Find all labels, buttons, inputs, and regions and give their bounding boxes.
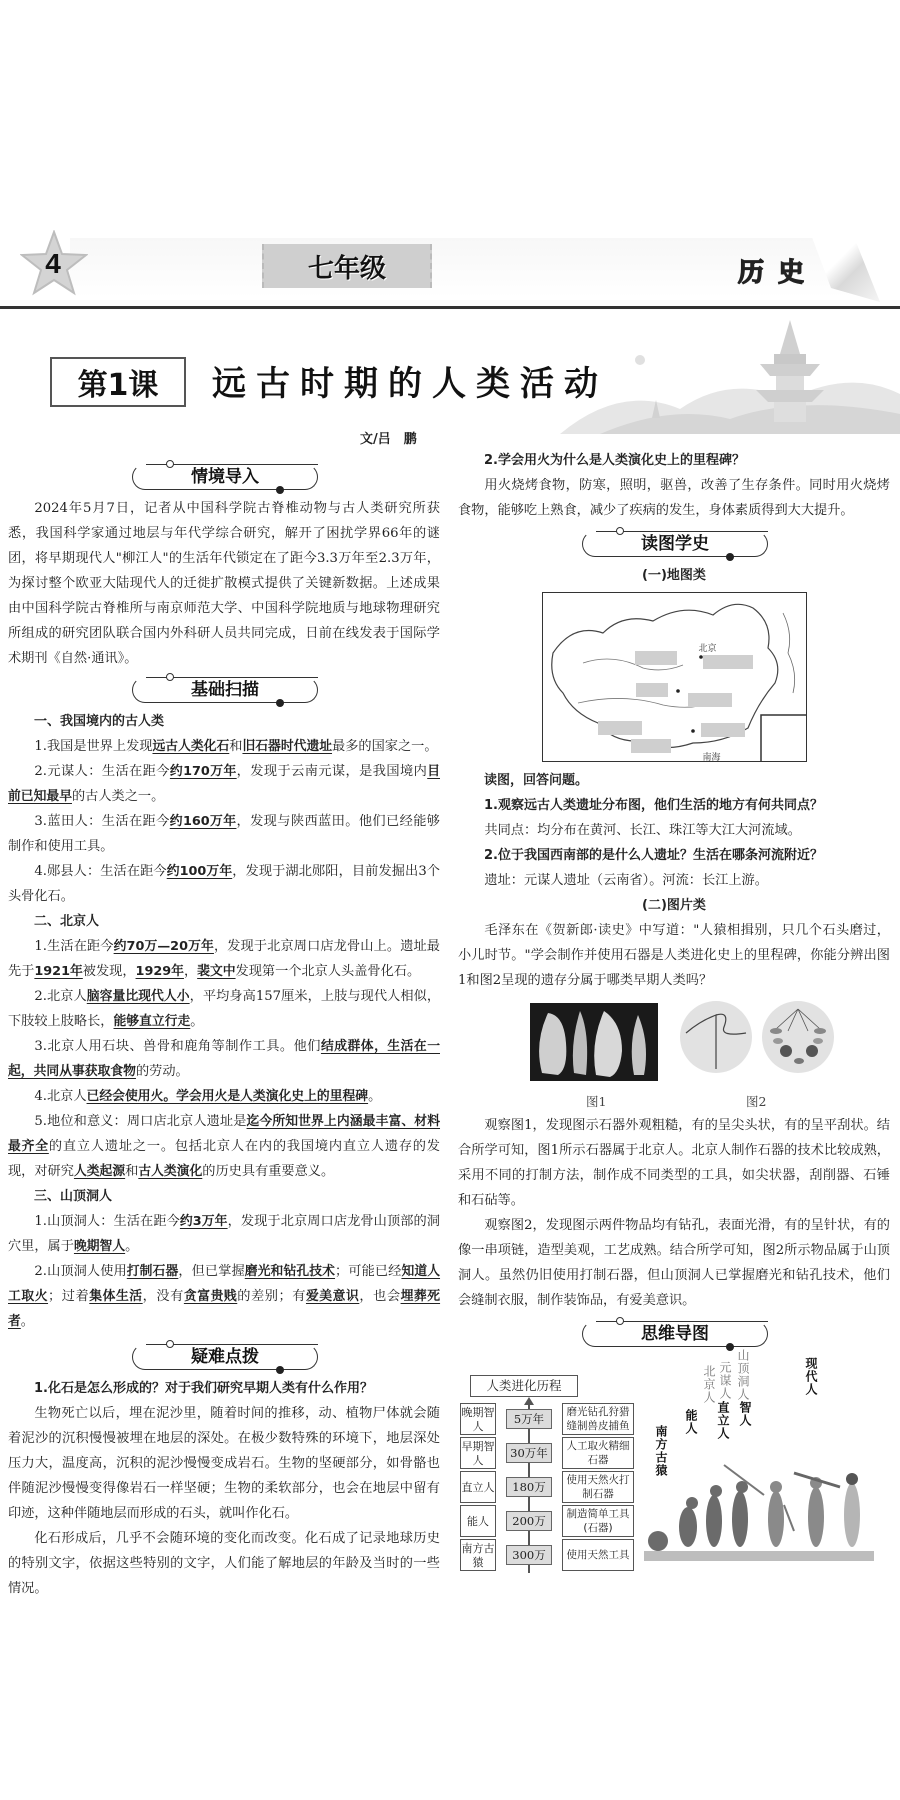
key-phrase: 能够直立行走	[113, 1014, 191, 1029]
mind-map-row	[458, 1437, 638, 1471]
subsection-title: 二、北京人	[34, 914, 100, 929]
section-heading: 情境导入	[191, 467, 259, 487]
key-phrase: 迄今所知世界上内涵最丰富、材料最齐全	[8, 1114, 441, 1154]
map-prompt: 读图，回答问题。	[484, 773, 589, 788]
list-item: 1.生活在距今约70万—20万年，发现于北京周口店龙骨山上。遗址最先于1921年被发现，1929年，裴文中发现第一个北京人头盖骨化石。	[8, 939, 440, 979]
key-phrase: 约100万年	[166, 864, 233, 879]
section-banner-difficult	[8, 1340, 440, 1374]
key-phrase: 约70万—20万年	[113, 939, 214, 954]
picture-intro: 毛泽东在《贺新郎·读史》中写道："人猿相揖别，只几个石头磨过，小儿时节。"学会制作并使用石器是人类进化史上的里程碑，你能分辨出图1和图2呈现的遗存分属于哪类早期人类吗？	[458, 923, 890, 988]
species-traits: 人工取火精细石器	[562, 1437, 634, 1469]
key-phrase: 远古人类化石	[152, 739, 230, 754]
map-label-beijing: 北京	[698, 644, 717, 654]
evo-label: 直立人	[716, 1401, 730, 1440]
mind-map-title: 人类进化历程	[470, 1375, 578, 1397]
answer: 共同点：均分布在黄河、长江、珠江等大江大河流域。	[484, 823, 801, 838]
time-label: 30万年	[506, 1443, 552, 1463]
evo-label: 现代人	[804, 1357, 818, 1396]
key-phrase: 已经会使用火。学会用火是人类演化史上的里程碑	[86, 1089, 369, 1104]
lesson-title: 远古时期的人类活动	[212, 364, 608, 404]
bone-needle-image	[680, 1001, 752, 1073]
right-column	[458, 448, 890, 1577]
list-item: 3.北京人用石块、兽骨和鹿角等制作工具。他们结成群体，生活在一起，共同从事获取食物的劳动。	[8, 1039, 440, 1079]
figure-caption: 图2	[746, 1094, 767, 1109]
key-phrase: 目前已知最早	[8, 764, 440, 804]
species-name: 南方古猿	[460, 1539, 496, 1571]
intro-paragraph: 2024年5月7日，记者从中国科学院古脊椎动物与古人类研究所获悉，我国科学家通过地层与年代学综合研究，解开了困扰学界66年的谜团，将早期现代人"柳江人"的生活年代锁定在了距今3.3万年至2.3万年，为探讨整个欧亚大陆现代人的迁徙扩散模式提供了关键新数据。上述成果由中国科学院古脊椎所与南京师范大学、中国科学院地质与地球物理研究所组成的研究团队联合国内外科研人员共同完成，日前在线发表于国际学术期刊《自然·通讯》。	[8, 501, 440, 666]
key-phrase: 打制石器	[126, 1264, 179, 1279]
section-banner-reading	[458, 527, 890, 561]
key-phrase: 古人类演化	[138, 1164, 203, 1179]
map-label-south-sea: 南海	[702, 753, 721, 762]
lesson-number: 第1课	[77, 368, 159, 403]
species-traits: 磨光钻孔狩猎缝制兽皮捕鱼	[562, 1403, 634, 1435]
key-phrase: 1921年	[34, 964, 83, 979]
figures	[458, 997, 890, 1113]
section-heading: 读图学史	[641, 534, 709, 554]
key-phrase: 旧石器时代遗址	[242, 739, 333, 754]
evo-label: 智人	[738, 1401, 752, 1427]
section-banner-intro	[8, 460, 440, 494]
list-item: 1.我国是世界上发现远古人类化石和旧石器时代遗址最多的国家之一。	[34, 739, 438, 754]
time-label: 300万	[506, 1545, 552, 1565]
mind-map-row	[458, 1471, 638, 1505]
page-header	[0, 230, 900, 312]
figure-caption: 图1	[586, 1094, 607, 1109]
rich-list	[8, 934, 440, 1184]
rich-list	[8, 734, 440, 909]
section-heading: 基础扫描	[191, 680, 259, 700]
list-item: 2.北京人脑容量比现代人小，平均身高157厘米，上肢与现代人相似，下肢较上肢略长，能够直立行走。	[8, 989, 441, 1029]
pagoda-decoration	[560, 314, 900, 434]
evo-label: 能人	[684, 1409, 698, 1435]
key-phrase: 约160万年	[169, 814, 237, 829]
subsection-title: 三、山顶洞人	[34, 1189, 113, 1204]
stone-tools-image	[530, 1003, 658, 1081]
list-item: 2.山顶洞人使用打制石器，但已掌握磨光和钻孔技术；可能已经知道人工取火；过着集体生活，没有贪富贵贱的差别；有爱美意识，也会埋葬死者。	[8, 1264, 441, 1329]
key-phrase: 爱美意识	[305, 1289, 360, 1304]
list-item: 3.蓝田人：生活在距今约160万年，发现与陕西蓝田。他们已经能够制作和使用工具。	[8, 814, 440, 854]
necklace-image	[762, 1001, 834, 1073]
species-traits: 制造简单工具(石器)	[562, 1505, 634, 1537]
question: 2.学会用火为什么是人类演化史上的里程碑？	[484, 453, 745, 468]
rich-list	[8, 1209, 440, 1334]
evo-label: 南方古猿	[654, 1425, 668, 1477]
china-map-outline	[543, 593, 807, 762]
mind-map-row	[458, 1539, 638, 1573]
mind-map	[458, 1349, 890, 1577]
section-heading: 疑难点拨	[191, 1347, 259, 1367]
grade-banner	[262, 244, 432, 288]
key-phrase: 脑容量比现代人小	[86, 989, 190, 1004]
evo-label: 山顶洞人	[736, 1349, 750, 1401]
time-label: 5万年	[506, 1409, 552, 1429]
key-phrase: 约170万年	[169, 764, 237, 779]
author-byline: 文/吕 鹏	[360, 432, 417, 447]
key-phrase: 结成群体，生活在一起，共同从事获取食物	[8, 1039, 440, 1079]
observation-paragraph: 观察图2，发现图示两件物品均有钻孔，表面光滑，有的呈针状，有的像一串项链，造型美观，工艺成熟。结合所学可知，图2所示物品属于山顶洞人。虽然仍旧使用打制石器，但山顶洞人已掌握磨光和钻孔技术，他们会缝制衣服，制作装饰品，有爱美意识。	[458, 1218, 890, 1308]
key-phrase: 知道人工取火	[8, 1264, 441, 1304]
species-name: 早期智人	[460, 1437, 496, 1469]
subsection-title: (一)地图类	[642, 568, 706, 583]
subject-label: 历史	[738, 258, 819, 288]
species-traits: 使用天然火打制石器	[562, 1471, 634, 1503]
section-banner-basics	[8, 673, 440, 707]
answer-paragraph: 用火烧烤食物，防寒，照明，驱兽，改善了生存条件。同时用火烧烤食物，能够吃上熟食，减少了疾病的发生，身体素质得到大大提升。	[458, 478, 890, 518]
mind-map-row	[458, 1403, 638, 1437]
list-item: 2.元谋人：生活在距今约170万年，发现于云南元谋，是我国境内目前已知最早的古人类之一。	[8, 764, 440, 804]
time-label: 180万	[506, 1477, 552, 1497]
question: 1.化石是怎么形成的？对于我们研究早期人类有什么作用？	[34, 1381, 373, 1396]
section-banner-mindmap	[458, 1317, 890, 1351]
list-item: 1.山顶洞人：生活在距今约3万年，发现于北京周口店龙骨山顶部的洞穴里，属于晚期智人。	[8, 1214, 440, 1254]
question: 1.观察远古人类遗址分布图，他们生活的地方有何共同点？	[484, 798, 823, 813]
species-name: 能人	[460, 1505, 496, 1537]
observation-paragraph: 观察图1，发现图示石器外观粗糙，有的呈尖头状，有的呈平刮状。结合所学可知，图1所示石器属于北京人。北京人制作石器的技术比较成熟，采用不同的打制方法，制作成不同类型的工具，如尖状器，刮削器、石锤和石砧等。	[458, 1118, 890, 1208]
lesson-number-box	[50, 357, 186, 407]
key-phrase: 晚期智人	[73, 1239, 126, 1254]
key-phrase: 1929年	[135, 964, 184, 979]
evo-label: 北京人	[702, 1365, 716, 1404]
list-item: 4.北京人已经会使用火。学会用火是人类演化史上的里程碑。	[34, 1089, 382, 1104]
subsection-title: (二)图片类	[642, 898, 706, 913]
evolution-illustration	[644, 1349, 890, 1577]
header-band	[70, 238, 850, 298]
species-traits: 使用天然工具	[562, 1539, 634, 1571]
list-item: 5.地位和意义：周口店北京人遗址是迄今所知世界上内涵最丰富、材料最齐全的直立人遗址之一。包括北京人在内的我国境内直立人遗存的发现，对研究人类起源和古人类演化的历史具有重要意义。	[8, 1114, 441, 1179]
time-label: 200万	[506, 1511, 552, 1531]
mind-map-row	[458, 1505, 638, 1539]
left-column	[8, 458, 440, 1601]
list-item: 4.郧县人：生活在距今约100万年，发现于湖北郧阳，目前发掘出3个头骨化石。	[8, 864, 440, 904]
key-phrase: 集体生活	[89, 1289, 143, 1304]
subsection-title: 一、我国境内的古人类	[34, 714, 165, 729]
header-divider	[0, 306, 900, 309]
grade-label: 七年级	[307, 253, 386, 284]
key-phrase: 磨光和钻孔技术	[244, 1264, 336, 1279]
answer-paragraph: 生物死亡以后，埋在泥沙里，随着时间的推移，动、植物尸体就会随着泥沙的沉积慢慢被埋在地层的深处。在极少数特殊的环境下，地层深处压力大，温度高，沉积的泥沙慢慢变成岩石。生物的坚硬部分，如骨骼也伴随泥沙慢慢变得像岩石一样坚硬；生物的柔软部分，也会在地层中留有印迹，这种伴随地层而形成的石头，就叫作化石。	[8, 1406, 440, 1521]
question: 2.位于我国西南部的是什么人遗址？生活在哪条河流附近？	[484, 848, 823, 863]
section-heading: 思维导图	[641, 1324, 709, 1344]
answer-paragraph: 化石形成后，几乎不会随环境的变化而改变。化石成了记录地球历史的特别文字，依据这些特别的文字，人们能了解地层的年龄及当时的一些情况。	[8, 1531, 440, 1596]
evo-label: 元谋人	[718, 1361, 732, 1400]
key-phrase: 埋葬死者	[8, 1289, 441, 1329]
key-phrase: 人类起源	[73, 1164, 126, 1179]
ancient-sites-map	[542, 592, 807, 762]
species-name: 直立人	[460, 1471, 496, 1503]
key-phrase: 贪富贵贱	[183, 1289, 238, 1304]
species-name: 晚期智人	[460, 1403, 496, 1435]
page-number: 4	[45, 248, 61, 279]
answer: 遗址：元谋人遗址（云南省）。河流：长江上游。	[484, 873, 768, 888]
key-phrase: 裴文中	[197, 964, 236, 979]
key-phrase: 约3万年	[179, 1214, 228, 1229]
